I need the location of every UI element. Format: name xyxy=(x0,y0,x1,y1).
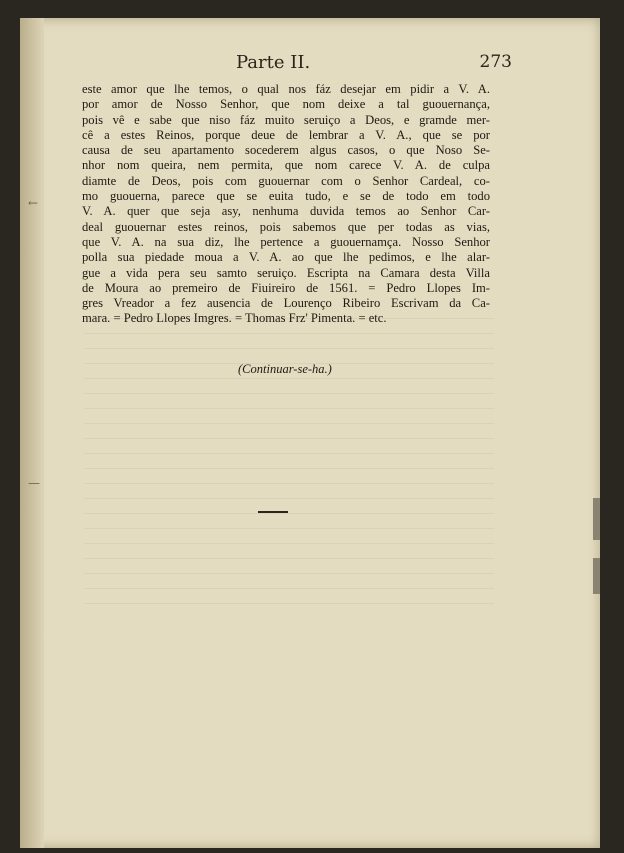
margin-arrow-mark: ← xyxy=(28,196,39,210)
continuation-note: (Continuar-se-ha.) xyxy=(238,362,332,376)
page-gutter xyxy=(20,18,44,848)
text-line: pois vê e sabe que niso fáz muito seruiço a Deos, e gramde mer- xyxy=(82,112,490,127)
text-line: deal guouernar estes reinos, pois sabemos que per todas as vias, xyxy=(82,219,490,234)
page-edge-tab xyxy=(593,498,600,540)
text-line: por amor de Nosso Senhor, que nom deixe a tal guouernança, xyxy=(82,97,490,112)
text-line: este amor que lhe temos, o qual nos fáz desejar em pidir a V. A. xyxy=(82,82,490,96)
text-line: mo guouerna, parece que se euita tudo, e se de todo em todo xyxy=(82,189,490,204)
body-text xyxy=(82,82,490,327)
text-line: diamte de Deos, pois com guouernar com o Senhor Cardeal, co- xyxy=(82,173,490,188)
page-edge-tab xyxy=(593,558,600,594)
margin-dash-mark: — xyxy=(28,476,40,490)
page-header xyxy=(0,52,624,76)
text-line: nhor nom queira, nem permita, que nom carece V. A. de culpa xyxy=(82,158,490,173)
section-rule xyxy=(258,511,288,513)
text-line: gres Vreador a fez ausencia de Lourenço Ribeiro Escrivam da Ca- xyxy=(82,296,490,311)
text-line: que V. A. na sua diz, lhe pertence a guouernamça. Nosso Senhor xyxy=(82,234,490,249)
running-head: Parte II. xyxy=(236,52,311,73)
text-line: cê a estes Reinos, porque deue de lembrar a V. A., que se por xyxy=(82,127,490,142)
text-line: polla sua piedade moua a V. A. ao que lhe pedimos, e lhe alar- xyxy=(82,250,490,265)
text-line: gue a vida pera seu samto seruiço. Escripta na Camara desta Villa xyxy=(82,265,490,280)
text-line: de Moura ao premeiro de Fiuireiro de 1561. = Pedro Llopes Im- xyxy=(82,280,490,295)
text-line: V. A. quer que seja asy, nenhuma duvida temos ao Senhor Car- xyxy=(82,204,490,219)
text-line: causa de seu apartamento socederem algus casos, o que Noso Se- xyxy=(82,143,490,158)
text-line: mara. = Pedro Llopes Imgres. = Thomas Frz' Pimenta. = etc. xyxy=(82,311,387,326)
page-number: 273 xyxy=(479,52,512,72)
